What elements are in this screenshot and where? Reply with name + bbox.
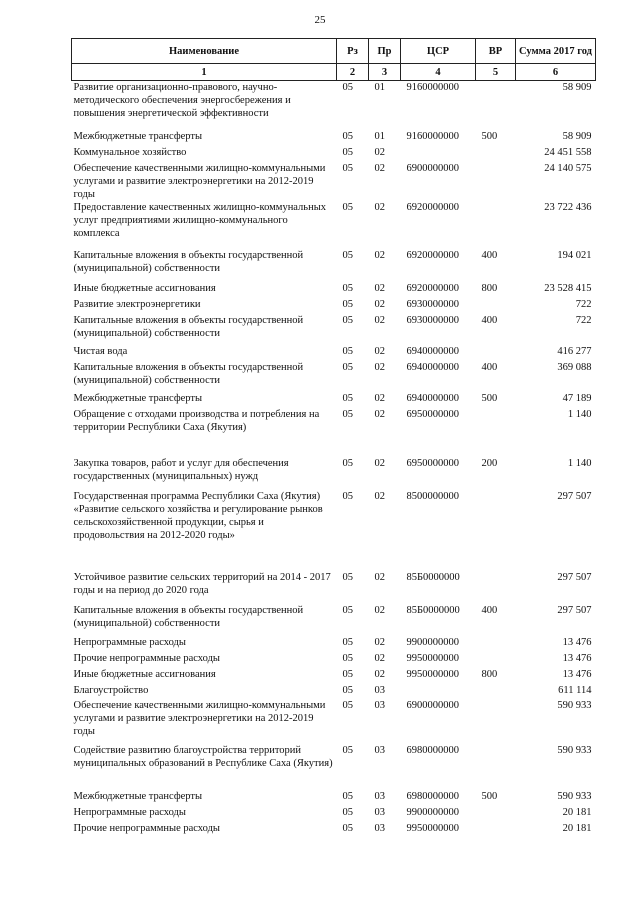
row-csr: 6980000000 <box>406 744 459 756</box>
row-sum: 369 088 <box>557 361 592 373</box>
table-row <box>72 684 596 699</box>
row-csr: 6920000000 <box>406 282 459 294</box>
row-vr <box>476 806 516 822</box>
row-name: Закупка товаров, работ и услуг для обеспечения государственных (муниципальных) нужд <box>73 457 289 482</box>
header-num: 2 <box>337 64 369 81</box>
row-pr: 01 <box>374 82 385 93</box>
row-vr <box>476 699 516 744</box>
table-row <box>72 345 596 361</box>
row-sum: 297 507 <box>557 604 592 616</box>
header-rz: Рз <box>337 39 369 64</box>
row-vr <box>476 146 516 162</box>
row-csr: 6940000000 <box>406 345 459 357</box>
row-csr: 9900000000 <box>406 636 459 648</box>
row-csr: 6950000000 <box>406 408 459 420</box>
table-row <box>72 249 596 282</box>
table-row <box>72 81 596 130</box>
row-sum: 722 <box>575 314 592 326</box>
table-row <box>72 130 596 146</box>
row-rz: 05 <box>342 806 353 818</box>
row-sum: 611 114 <box>558 684 592 696</box>
row-name: Предоставление качественных жилищно-коммунальных услуг предприятиями жилищно-коммунального комплекса <box>73 201 327 239</box>
row-rz: 05 <box>342 249 353 261</box>
row-rz: 05 <box>342 162 353 174</box>
row-sum: 20 181 <box>562 806 592 818</box>
table-row <box>72 668 596 684</box>
header-num: 1 <box>72 64 337 81</box>
row-name: Коммунальное хозяйство <box>73 146 187 158</box>
row-pr: 02 <box>374 652 385 664</box>
row-name: Содействие развитию благоустройства территорий муниципальных образований в Республике Саха (Якутия) <box>73 744 333 769</box>
table-row <box>72 822 596 838</box>
row-sum: 1 140 <box>567 408 592 420</box>
row-rz: 05 <box>342 684 353 696</box>
row-sum: 13 476 <box>562 652 592 664</box>
row-pr: 03 <box>374 699 385 711</box>
row-name: Благоустройство <box>73 684 149 696</box>
row-name: Развитие организационно-правового, научно-методического обеспечения энергосбережения и повышения энергетической эффективности <box>73 82 291 119</box>
row-rz: 05 <box>342 636 353 648</box>
header-vr: ВР <box>476 39 516 64</box>
row-rz: 05 <box>342 490 353 502</box>
row-csr: 6950000000 <box>406 457 459 469</box>
table-row <box>72 408 596 457</box>
row-vr: 500 <box>481 130 498 142</box>
row-csr: 6980000000 <box>406 790 459 802</box>
row-csr: 6930000000 <box>406 298 459 310</box>
row-csr: 85Б0000000 <box>406 604 460 616</box>
row-rz: 05 <box>342 82 353 93</box>
table-row <box>72 744 596 790</box>
row-pr: 02 <box>374 314 385 326</box>
row-pr: 02 <box>374 162 385 174</box>
row-pr: 02 <box>374 146 385 158</box>
row-vr <box>476 652 516 668</box>
row-csr: 6930000000 <box>406 314 459 326</box>
row-csr: 9950000000 <box>406 668 459 680</box>
row-sum: 13 476 <box>562 636 592 648</box>
header-name: Наименование <box>72 39 337 64</box>
row-rz: 05 <box>342 130 353 142</box>
row-sum: 13 476 <box>562 668 592 680</box>
row-vr: 400 <box>481 361 498 373</box>
row-pr: 02 <box>374 298 385 310</box>
header-num: 5 <box>476 64 516 81</box>
row-vr <box>476 571 516 604</box>
row-rz: 05 <box>342 822 353 834</box>
row-name: Межбюджетные трансферты <box>73 130 203 142</box>
row-name: Иные бюджетные ассигнования <box>73 668 216 680</box>
row-sum: 416 277 <box>557 345 592 357</box>
row-name: Непрограммные расходы <box>73 636 186 648</box>
row-name: Обращение с отходами производства и потребления на территории Республики Саха (Якутия) <box>73 408 320 433</box>
row-csr: 85Б0000000 <box>406 571 460 583</box>
row-rz: 05 <box>342 361 353 373</box>
row-vr: 400 <box>481 314 498 326</box>
row-csr: 6900000000 <box>406 162 459 174</box>
row-sum: 297 507 <box>557 490 592 502</box>
table-row <box>72 604 596 636</box>
row-rz: 05 <box>342 408 353 420</box>
row-csr: 6940000000 <box>406 392 459 404</box>
row-sum: 24 451 558 <box>544 146 592 158</box>
row-vr <box>476 81 516 130</box>
row-pr: 02 <box>374 249 385 261</box>
row-vr <box>476 298 516 314</box>
row-sum: 58 909 <box>562 130 592 142</box>
row-csr: 9160000000 <box>406 82 459 93</box>
table-row <box>72 282 596 298</box>
row-pr: 03 <box>374 790 385 802</box>
table-row <box>72 652 596 668</box>
row-csr: 9950000000 <box>406 652 459 664</box>
row-sum: 1 140 <box>567 457 592 469</box>
row-name: Развитие электроэнергетики <box>73 298 201 310</box>
row-name: Капитальные вложения в объекты государственной (муниципальной) собственности <box>73 604 304 629</box>
row-rz: 05 <box>342 201 353 213</box>
row-pr: 02 <box>374 490 385 502</box>
table-row <box>72 361 596 392</box>
row-name: Государственная программа Республики Саха (Якутия) «Развитие сельского хозяйства и регулирование рынков сельскохозяйственной продукции, сырья и продовольствия на 2012-2020 годы» <box>73 490 323 541</box>
row-vr: 500 <box>481 392 498 404</box>
row-rz: 05 <box>342 604 353 616</box>
table-row <box>72 457 596 490</box>
row-csr: 8500000000 <box>406 490 459 502</box>
row-vr <box>476 744 516 790</box>
row-name: Капитальные вложения в объекты государственной (муниципальной) собственности <box>73 361 304 386</box>
row-name: Капитальные вложения в объекты государственной (муниципальной) собственности <box>73 249 304 274</box>
row-name: Межбюджетные трансферты <box>73 790 203 802</box>
row-rz: 05 <box>342 345 353 357</box>
budget-table <box>71 38 596 838</box>
row-csr: 6940000000 <box>406 361 459 373</box>
row-pr: 02 <box>374 392 385 404</box>
row-name: Устойчивое развитие сельских территорий на 2014 - 2017 годы и на период до 2020 года <box>73 571 331 596</box>
row-rz: 05 <box>342 790 353 802</box>
row-pr: 02 <box>374 571 385 583</box>
row-name: Чистая вода <box>73 345 128 357</box>
table-row <box>72 201 596 249</box>
row-sum: 47 189 <box>562 392 592 404</box>
header-num: 6 <box>516 64 596 81</box>
row-vr: 400 <box>481 249 498 261</box>
row-rz: 05 <box>342 146 353 158</box>
table-row <box>72 571 596 604</box>
row-pr: 03 <box>374 806 385 818</box>
table-row <box>72 490 596 571</box>
header-num: 3 <box>369 64 401 81</box>
row-vr: 800 <box>481 668 498 680</box>
row-vr <box>476 162 516 201</box>
header-csr: ЦСР <box>401 39 476 64</box>
row-vr: 800 <box>481 282 498 294</box>
row-sum: 194 021 <box>557 249 592 261</box>
row-rz: 05 <box>342 457 353 469</box>
table-row <box>72 790 596 806</box>
row-sum: 20 181 <box>562 822 592 834</box>
table-row <box>72 314 596 345</box>
row-sum: 297 507 <box>557 571 592 583</box>
row-csr: 6920000000 <box>406 249 459 261</box>
row-sum: 590 933 <box>557 790 592 802</box>
row-name: Прочие непрограммные расходы <box>73 822 220 834</box>
row-name: Межбюджетные трансферты <box>73 392 203 404</box>
row-sum: 23 528 415 <box>544 282 592 294</box>
row-vr <box>476 822 516 838</box>
row-rz: 05 <box>342 744 353 756</box>
row-sum: 58 909 <box>562 82 592 93</box>
row-sum: 590 933 <box>557 699 592 711</box>
row-pr: 02 <box>374 668 385 680</box>
row-csr: 6920000000 <box>406 201 459 213</box>
row-sum: 590 933 <box>557 744 592 756</box>
row-pr: 02 <box>374 201 385 213</box>
row-vr <box>476 636 516 652</box>
header-pr: Пр <box>369 39 401 64</box>
row-rz: 05 <box>342 282 353 294</box>
row-name: Капитальные вложения в объекты государственной (муниципальной) собственности <box>73 314 304 339</box>
row-rz: 05 <box>342 298 353 310</box>
row-pr: 02 <box>374 282 385 294</box>
row-name: Обеспечение качественными жилищно-коммунальными услугами и развитие электроэнергетики на 2012-2019 годы <box>73 162 326 200</box>
row-sum: 722 <box>575 298 592 310</box>
row-rz: 05 <box>342 668 353 680</box>
row-rz: 05 <box>342 314 353 326</box>
row-name: Прочие непрограммные расходы <box>73 652 220 664</box>
table-row <box>72 392 596 408</box>
row-pr: 01 <box>374 130 385 142</box>
row-pr: 03 <box>374 684 385 696</box>
row-vr: 400 <box>481 604 498 616</box>
table-row <box>72 806 596 822</box>
page-number: 25 <box>314 14 326 26</box>
table-row <box>72 298 596 314</box>
row-csr <box>401 146 476 162</box>
row-vr <box>476 201 516 249</box>
row-rz: 05 <box>342 699 353 711</box>
row-vr: 200 <box>481 457 498 469</box>
row-name: Иные бюджетные ассигнования <box>73 282 216 294</box>
row-pr: 02 <box>374 457 385 469</box>
table-body <box>72 81 596 838</box>
row-pr: 02 <box>374 345 385 357</box>
row-csr: 6900000000 <box>406 699 459 711</box>
row-csr: 9950000000 <box>406 822 459 834</box>
row-rz: 05 <box>342 571 353 583</box>
row-csr: 9900000000 <box>406 806 459 818</box>
row-vr <box>476 408 516 457</box>
row-vr <box>476 490 516 571</box>
row-pr: 02 <box>374 361 385 373</box>
row-vr: 500 <box>481 790 498 802</box>
table-row <box>72 699 596 744</box>
row-sum: 24 140 575 <box>544 162 592 174</box>
row-rz: 05 <box>342 652 353 664</box>
table-header <box>72 39 596 81</box>
table-row <box>72 146 596 162</box>
row-pr: 02 <box>374 636 385 648</box>
table-row <box>72 636 596 652</box>
row-csr <box>401 684 476 699</box>
row-vr <box>476 345 516 361</box>
row-vr <box>476 684 516 699</box>
row-pr: 03 <box>374 822 385 834</box>
row-rz: 05 <box>342 392 353 404</box>
row-sum: 23 722 436 <box>544 201 592 213</box>
row-name: Непрограммные расходы <box>73 806 186 818</box>
row-csr: 9160000000 <box>406 130 459 142</box>
row-pr: 02 <box>374 604 385 616</box>
row-name: Обеспечение качественными жилищно-коммунальными услугами и развитие электроэнергетики на 2012-2019 годы <box>73 699 326 737</box>
row-pr: 03 <box>374 744 385 756</box>
table-row <box>72 162 596 201</box>
header-sum: Сумма 2017 год <box>516 39 596 64</box>
row-pr: 02 <box>374 408 385 420</box>
header-num: 4 <box>401 64 476 81</box>
